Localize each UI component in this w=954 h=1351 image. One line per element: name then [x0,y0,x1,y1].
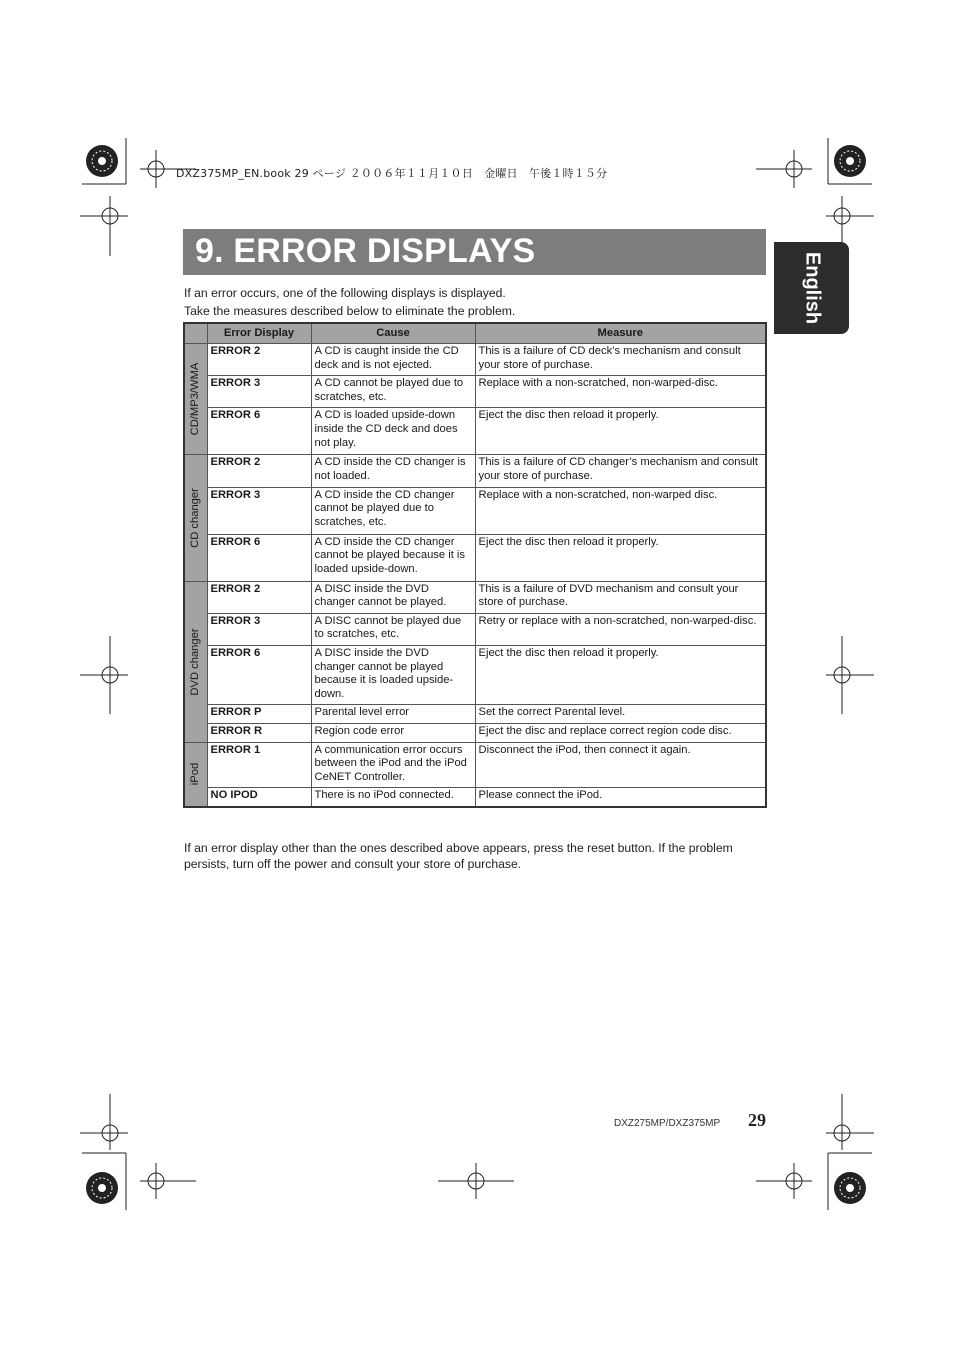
star-target-top-left [86,145,118,177]
error-code: ERROR R [207,723,311,742]
error-cause: A CD is loaded upside-down inside the CD deck and does not play. [311,408,475,455]
header-cell: Measure [475,323,766,344]
error-code: ERROR 3 [207,613,311,645]
error-cause: A DISC inside the DVD changer cannot be played. [311,581,475,613]
table-row [184,613,766,645]
intro-line: Take the measures described below to eliminate the problem. [184,304,516,318]
error-cause: A CD inside the CD changer cannot be played because it is loaded upside-down. [311,534,475,581]
error-measure: Eject the disc then reload it properly. [475,534,766,581]
registration-mark-left-middle [80,636,128,714]
table-header-row [184,323,766,344]
error-code: ERROR 2 [207,344,311,376]
group-label-cell [184,455,207,581]
error-measure: This is a failure of DVD mechanism and consult your store of purchase. [475,581,766,613]
error-cause: Parental level error [311,705,475,724]
group-label: DVD changer [188,627,201,696]
registration-mark-right-middle [826,636,874,714]
print-header: DXZ375MP_EN.book 29 ページ ２００６年１１月１０日 金曜日 午後１時１５分 [176,167,608,180]
star-target-bottom-left [86,1172,118,1204]
error-measure: This is a failure of CD deck’s mechanism and consult your store of purchase. [475,344,766,376]
registration-mark-bottom-right [756,1163,812,1199]
error-code: ERROR 2 [207,455,311,487]
language-tab [774,242,849,334]
footnote [184,841,768,872]
registration-mark-top-right [756,150,812,188]
error-measure: Eject the disc and replace correct region code disc. [475,723,766,742]
star-target-top-right [834,145,866,177]
table-row [184,742,766,788]
language-tab-label: English [801,251,823,325]
error-cause: A CD is caught inside the CD deck and is not ejected. [311,344,475,376]
error-measure: Eject the disc then reload it properly. [475,645,766,704]
error-cause: A CD inside the CD changer is not loaded. [311,455,475,487]
error-code: ERROR 3 [207,376,311,408]
table-row [184,408,766,455]
registration-mark-right-lower [826,1094,874,1150]
footnote-text: If an error display other than the ones described above appears, press the reset button. If the problem persists, turn off the power and consult your store of purchase. [184,841,733,871]
header-cell: Cause [311,323,475,344]
table-row [184,645,766,704]
error-cause: There is no iPod connected. [311,788,475,807]
registration-mark-left-upper [80,196,128,256]
group-label-cell [184,344,207,455]
error-code: ERROR P [207,705,311,724]
registration-mark-left-lower [80,1094,128,1150]
table-row [184,487,766,534]
error-code: ERROR 6 [207,534,311,581]
star-target-bottom-right [834,1172,866,1204]
error-code: ERROR 3 [207,487,311,534]
error-measure: This is a failure of CD changer’s mechanism and consult your store of purchase. [475,455,766,487]
error-cause: A communication error occurs between the iPod and the iPod CeNET Controller. [311,742,475,788]
error-code: NO IPOD [207,788,311,807]
error-code: ERROR 2 [207,581,311,613]
registration-mark-bottom-left [140,1163,196,1199]
error-code: ERROR 6 [207,408,311,455]
table-row [184,723,766,742]
intro-text [184,284,515,320]
error-measure: Replace with a non-scratched, non-warped disc. [475,487,766,534]
error-table [183,322,767,808]
page-title: 9. ERROR DISPLAYS [195,232,536,270]
group-label: iPod [188,762,201,786]
error-cause: A DISC cannot be played due to scratches, etc. [311,613,475,645]
registration-mark-bottom-center [438,1163,514,1199]
error-cause: A CD inside the CD changer cannot be played due to scratches, etc. [311,487,475,534]
header-cell: Error Display [207,323,311,344]
table-row [184,376,766,408]
error-measure: Please connect the iPod. [475,788,766,807]
table-row [184,788,766,807]
table-row [184,705,766,724]
group-label-cell [184,742,207,807]
table-row [184,534,766,581]
title-bar [183,229,766,275]
error-measure: Disconnect the iPod, then connect it again. [475,742,766,788]
header-cell [184,323,207,344]
footer-model-number: DXZ275MP/DXZ375MP [614,1118,721,1129]
error-measure: Eject the disc then reload it properly. [475,408,766,455]
table-row [184,581,766,613]
page-number: 29 [748,1110,766,1130]
table-row [184,455,766,487]
error-code: ERROR 1 [207,742,311,788]
table-row [184,344,766,376]
group-label: CD changer [188,488,201,548]
error-measure: Retry or replace with a non-scratched, non-warped-disc. [475,613,766,645]
error-cause: Region code error [311,723,475,742]
error-code: ERROR 6 [207,645,311,704]
group-label: CD/MP3/WMA [188,362,201,436]
intro-line: If an error occurs, one of the following displays is displayed. [184,286,506,300]
error-cause: A DISC inside the DVD changer cannot be played because it is loaded upside-down. [311,645,475,704]
error-measure: Replace with a non-scratched, non-warped-disc. [475,376,766,408]
error-measure: Set the correct Parental level. [475,705,766,724]
group-label-cell [184,581,207,742]
error-cause: A CD cannot be played due to scratches, etc. [311,376,475,408]
